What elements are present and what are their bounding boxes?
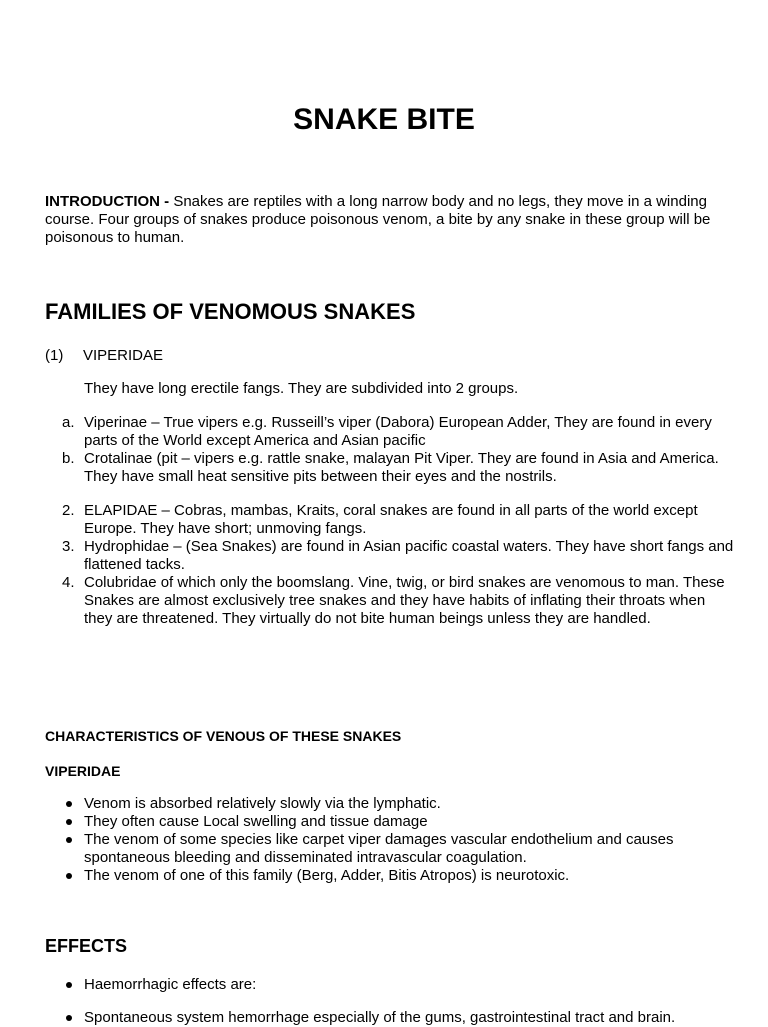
bullet-text: Venom is absorbed relatively slowly via the lymphatic.	[84, 795, 441, 812]
list-marker: b.	[62, 450, 75, 467]
list-item	[62, 450, 734, 486]
bullet-icon	[66, 982, 72, 988]
list-marker: a.	[62, 414, 75, 431]
introduction-paragraph	[45, 193, 735, 247]
characteristics-heading: CHARACTERISTICS OF VENOUS OF THESE SNAKES	[45, 728, 402, 744]
effects-heading: EFFECTS	[45, 936, 128, 956]
bullet-text: Spontaneous system hemorrhage especially of the gums, gastrointestinal tract and brain.	[84, 1009, 676, 1026]
bullet-text: Haemorrhagic effects are:	[84, 976, 257, 993]
list-item-text: Hydrophidae – (Sea Snakes) are found in Asian pacific coastal waters. They have short fangs and flattened tacks.	[84, 538, 734, 573]
effects-bullets-2	[84, 1009, 734, 1027]
families-heading: FAMILIES OF VENOMOUS SNAKES	[45, 299, 416, 324]
list-marker: 4.	[62, 574, 75, 591]
other-families-list	[62, 502, 734, 628]
introduction-label: INTRODUCTION -	[45, 193, 170, 210]
bullet-icon	[66, 1015, 72, 1021]
characteristics-subheading: VIPERIDAE	[45, 763, 121, 779]
list-item-text: Viperinae – True vipers e.g. Russeill’s viper (Dabora) European Adder, They are found in every parts of the World except America and Asian pacific	[84, 414, 712, 449]
list-item	[62, 414, 734, 450]
viperidae-name: VIPERIDAE	[83, 347, 164, 364]
viperidae-groups-list	[62, 414, 734, 486]
page-title: SNAKE BITE	[293, 103, 475, 136]
list-marker: 3.	[62, 538, 75, 555]
bullet-icon	[66, 819, 72, 825]
bullet-item	[84, 867, 734, 885]
bullet-text: The venom of one of this family (Berg, Adder, Bitis Atropos) is neurotoxic.	[84, 867, 570, 884]
introduction-text: Snakes are reptiles with a long narrow body and no legs, they move in a winding course. Four groups of snakes produce poisonous venom, a bite by any snake in these group will be poisonous to human.	[45, 193, 711, 246]
list-item	[62, 502, 734, 538]
bullet-item	[84, 1009, 734, 1027]
bullet-icon	[66, 837, 72, 843]
viperidae-intro: They have long erectile fangs. They are subdivided into 2 groups.	[84, 380, 519, 397]
viperidae-number: (1)	[45, 347, 64, 364]
list-item	[62, 538, 734, 574]
list-item-text: Colubridae of which only the boomslang. Vine, twig, or bird snakes are venomous to man. These Snakes are almost exclusively tree snakes and they have habits of inflating their throats when they are threatened. They virtually do not bite human beings unless they are handled.	[84, 574, 725, 627]
bullet-text: They often cause Local swelling and tissue damage	[84, 813, 428, 830]
characteristics-bullets	[84, 795, 734, 885]
list-marker: 2.	[62, 502, 75, 519]
effects-bullets	[84, 976, 734, 994]
bullet-item	[84, 795, 734, 813]
bullet-item	[84, 813, 734, 831]
viperidae-heading	[45, 347, 163, 365]
list-item	[62, 574, 734, 628]
bullet-icon	[66, 801, 72, 807]
bullet-text: The venom of some species like carpet viper damages vascular endothelium and causes spontaneous bleeding and disseminated intravascular coagulation.	[84, 831, 674, 866]
bullet-item	[84, 831, 734, 867]
list-item-text: Crotalinae (pit – vipers e.g. rattle snake, malayan Pit Viper. They are found in Asia and America. They have small heat sensitive pits between their eyes and the nostrils.	[84, 450, 719, 485]
bullet-item	[84, 976, 734, 994]
bullet-icon	[66, 873, 72, 879]
list-item-text: ELAPIDAE – Cobras, mambas, Kraits, coral snakes are found in all parts of the world except Europe. They have short; unmoving fangs.	[84, 502, 698, 537]
